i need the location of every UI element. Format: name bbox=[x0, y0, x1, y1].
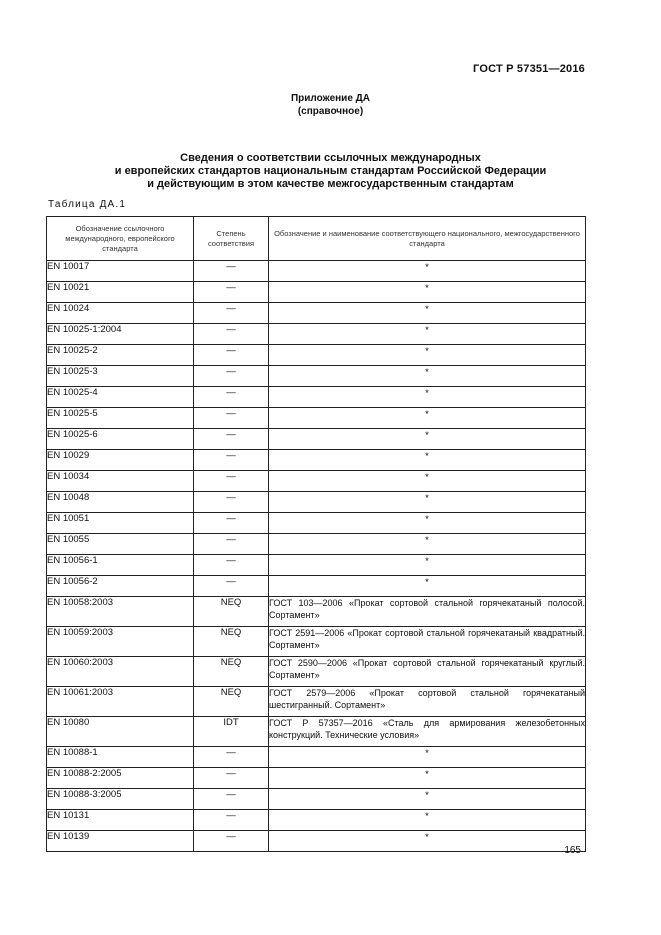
table-row bbox=[47, 768, 586, 789]
national-standard-cell: * bbox=[269, 576, 586, 597]
conformity-degree-cell: — bbox=[194, 747, 269, 768]
table-row bbox=[47, 657, 586, 687]
reference-standard-cell: EN 10059:2003 bbox=[47, 627, 194, 657]
reference-standard-cell: EN 10034 bbox=[47, 471, 194, 492]
table-row bbox=[47, 408, 586, 429]
reference-standard-cell: EN 10080 bbox=[47, 717, 194, 747]
table-row bbox=[47, 303, 586, 324]
national-standard-cell: ГОСТ 2591—2006 «Прокат сортовой стальной горячекатаный квадратный. Сортамент» bbox=[269, 627, 586, 657]
annex-heading bbox=[0, 152, 661, 191]
conformity-degree-cell: — bbox=[194, 429, 269, 450]
table-row bbox=[47, 492, 586, 513]
conformity-degree-cell: — bbox=[194, 555, 269, 576]
table-header-row bbox=[47, 217, 586, 261]
conformity-degree-cell: — bbox=[194, 576, 269, 597]
table-row bbox=[47, 387, 586, 408]
table-row bbox=[47, 717, 586, 747]
national-standard-cell: ГОСТ 2579—2006 «Прокат сортовой стальной горячекатаный шестигранный. Сортамент» bbox=[269, 687, 586, 717]
reference-standard-cell: EN 10058:2003 bbox=[47, 597, 194, 627]
conformity-degree-cell: NEQ bbox=[194, 657, 269, 687]
reference-standard-cell: EN 10060:2003 bbox=[47, 657, 194, 687]
column-header-degree: Степень соответствия bbox=[194, 217, 269, 261]
conformity-degree-cell: — bbox=[194, 810, 269, 831]
national-standard-cell: * bbox=[269, 471, 586, 492]
table-row bbox=[47, 687, 586, 717]
page-number: 165 bbox=[564, 845, 581, 856]
table-row bbox=[47, 261, 586, 282]
table-row bbox=[47, 789, 586, 810]
annex-subtitle: (справочное) bbox=[297, 106, 364, 117]
table-row bbox=[47, 576, 586, 597]
national-standard-cell: * bbox=[269, 831, 586, 852]
national-standard-cell: * bbox=[269, 450, 586, 471]
annex-block bbox=[0, 92, 661, 118]
conformity-degree-cell: IDT bbox=[194, 717, 269, 747]
reference-standard-cell: EN 10025-6 bbox=[47, 429, 194, 450]
conformity-degree-cell: — bbox=[194, 450, 269, 471]
table-row bbox=[47, 810, 586, 831]
conformity-degree-cell: NEQ bbox=[194, 627, 269, 657]
reference-standard-cell: EN 10025-1:2004 bbox=[47, 324, 194, 345]
conformity-degree-cell: NEQ bbox=[194, 687, 269, 717]
conformity-degree-cell: — bbox=[194, 534, 269, 555]
standards-table bbox=[46, 216, 586, 852]
national-standard-cell: ГОСТ 103—2006 «Прокат сортовой стальной горячекатаный полосой. Сортамент» bbox=[269, 597, 586, 627]
national-standard-cell: ГОСТ 2590—2006 «Прокат сортовой стальной горячекатаный круглый. Сортамент» bbox=[269, 657, 586, 687]
heading-line-2: и европейских стандартов национальным стандартам Российской Федерации bbox=[114, 165, 547, 177]
conformity-degree-cell: — bbox=[194, 303, 269, 324]
annex-title: Приложение ДА bbox=[290, 93, 371, 104]
national-standard-cell: * bbox=[269, 324, 586, 345]
reference-standard-cell: EN 10088-2:2005 bbox=[47, 768, 194, 789]
reference-standard-cell: EN 10024 bbox=[47, 303, 194, 324]
national-standard-cell: ГОСТ Р 57357—2016 «Сталь для армирования железобетонных конструкций. Технические условия» bbox=[269, 717, 586, 747]
table-row bbox=[47, 450, 586, 471]
column-header-reference: Обозначение ссылочного международного, европейского стандарта bbox=[47, 217, 194, 261]
national-standard-cell: * bbox=[269, 747, 586, 768]
table-row bbox=[47, 831, 586, 852]
national-standard-cell: * bbox=[269, 366, 586, 387]
table-row bbox=[47, 555, 586, 576]
conformity-degree-cell: — bbox=[194, 345, 269, 366]
table-row bbox=[47, 627, 586, 657]
reference-standard-cell: EN 10051 bbox=[47, 513, 194, 534]
conformity-degree-cell: — bbox=[194, 831, 269, 852]
national-standard-cell: * bbox=[269, 282, 586, 303]
reference-standard-cell: EN 10139 bbox=[47, 831, 194, 852]
national-standard-cell: * bbox=[269, 261, 586, 282]
table-row bbox=[47, 471, 586, 492]
reference-standard-cell: EN 10088-3:2005 bbox=[47, 789, 194, 810]
conformity-degree-cell: NEQ bbox=[194, 597, 269, 627]
national-standard-cell: * bbox=[269, 303, 586, 324]
reference-standard-cell: EN 10061:2003 bbox=[47, 687, 194, 717]
table-body bbox=[47, 261, 586, 852]
conformity-degree-cell: — bbox=[194, 471, 269, 492]
conformity-degree-cell: — bbox=[194, 366, 269, 387]
document-code: ГОСТ Р 57351—2016 bbox=[473, 63, 585, 75]
table-row bbox=[47, 282, 586, 303]
national-standard-cell: * bbox=[269, 810, 586, 831]
heading-line-1: Сведения о соответствии ссылочных международных bbox=[180, 152, 481, 164]
table-row bbox=[47, 345, 586, 366]
national-standard-cell: * bbox=[269, 555, 586, 576]
table-row bbox=[47, 513, 586, 534]
national-standard-cell: * bbox=[269, 429, 586, 450]
national-standard-cell: * bbox=[269, 789, 586, 810]
conformity-degree-cell: — bbox=[194, 768, 269, 789]
table-row bbox=[47, 324, 586, 345]
reference-standard-cell: EN 10056-2 bbox=[47, 576, 194, 597]
reference-standard-cell: EN 10088-1 bbox=[47, 747, 194, 768]
reference-standard-cell: EN 10056-1 bbox=[47, 555, 194, 576]
conformity-degree-cell: — bbox=[194, 408, 269, 429]
table-row bbox=[47, 534, 586, 555]
reference-standard-cell: EN 10025-4 bbox=[47, 387, 194, 408]
national-standard-cell: * bbox=[269, 387, 586, 408]
table-row bbox=[47, 366, 586, 387]
conformity-degree-cell: — bbox=[194, 387, 269, 408]
conformity-degree-cell: — bbox=[194, 492, 269, 513]
conformity-degree-cell: — bbox=[194, 261, 269, 282]
reference-standard-cell: EN 10025-3 bbox=[47, 366, 194, 387]
table-caption: Таблица ДА.1 bbox=[48, 199, 127, 210]
conformity-degree-cell: — bbox=[194, 282, 269, 303]
reference-standard-cell: EN 10021 bbox=[47, 282, 194, 303]
national-standard-cell: * bbox=[269, 534, 586, 555]
national-standard-cell: * bbox=[269, 492, 586, 513]
reference-standard-cell: EN 10017 bbox=[47, 261, 194, 282]
table-row bbox=[47, 597, 586, 627]
heading-line-3: и действующим в этом качестве межгосударственным стандартам bbox=[147, 178, 514, 190]
conformity-degree-cell: — bbox=[194, 789, 269, 810]
reference-standard-cell: EN 10055 bbox=[47, 534, 194, 555]
reference-standard-cell: EN 10131 bbox=[47, 810, 194, 831]
table-row bbox=[47, 429, 586, 450]
reference-standard-cell: EN 10029 bbox=[47, 450, 194, 471]
column-header-national: Обозначение и наименование соответствующего национального, межгосударственного стандарта bbox=[269, 217, 586, 261]
national-standard-cell: * bbox=[269, 345, 586, 366]
national-standard-cell: * bbox=[269, 513, 586, 534]
conformity-degree-cell: — bbox=[194, 324, 269, 345]
reference-standard-cell: EN 10025-2 bbox=[47, 345, 194, 366]
reference-standard-cell: EN 10025-5 bbox=[47, 408, 194, 429]
national-standard-cell: * bbox=[269, 768, 586, 789]
reference-standard-cell: EN 10048 bbox=[47, 492, 194, 513]
national-standard-cell: * bbox=[269, 408, 586, 429]
conformity-degree-cell: — bbox=[194, 513, 269, 534]
table-row bbox=[47, 747, 586, 768]
